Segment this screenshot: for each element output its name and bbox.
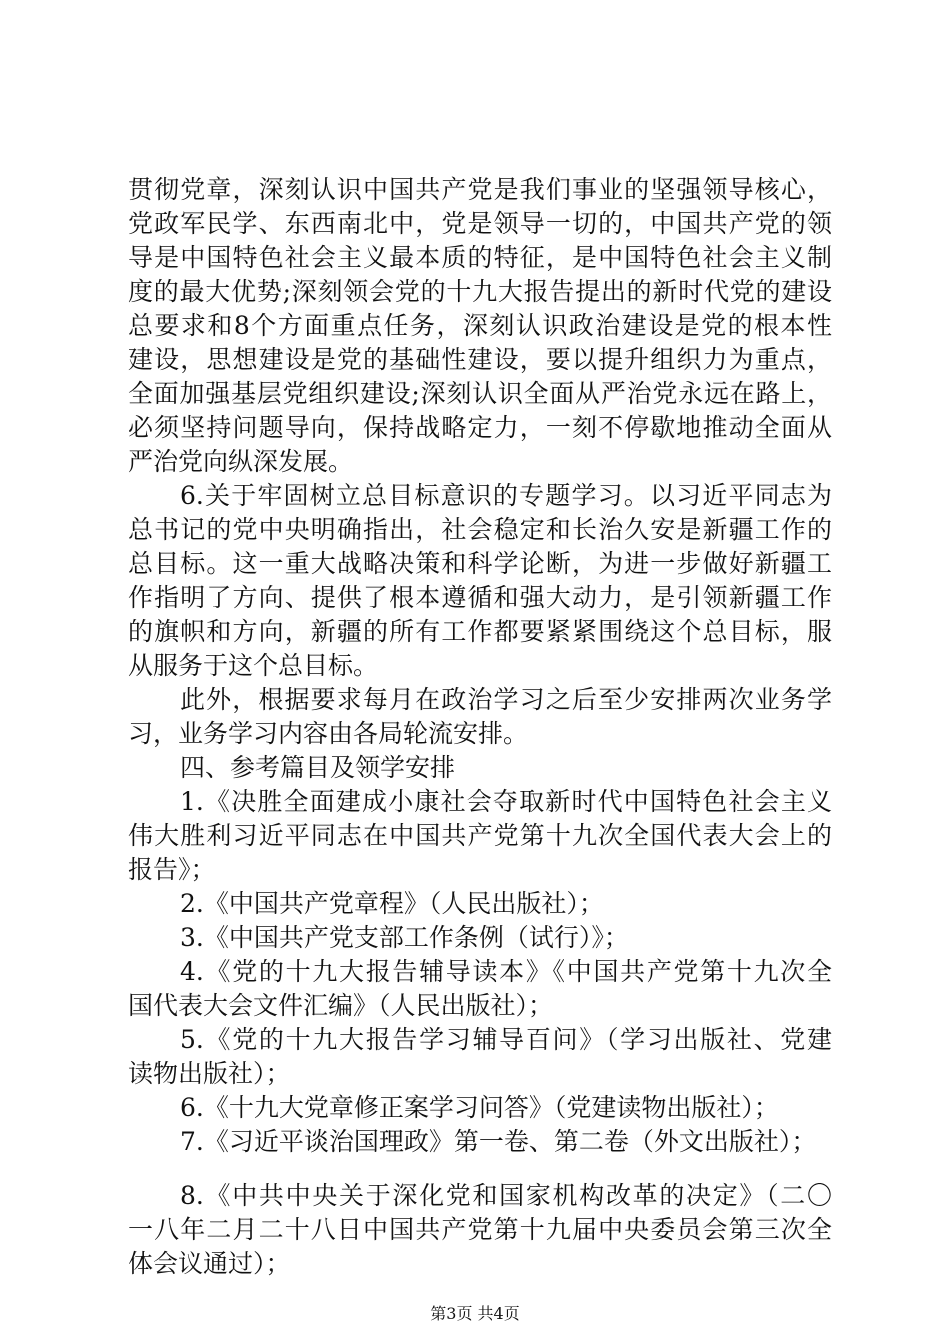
body-line: 度的最大优势;深刻领会党的十九大报告提出的新时代党的建设 bbox=[128, 277, 832, 306]
body-line: 的旗帜和方向，新疆的所有工作都要紧紧围绕这个总目标，服 bbox=[128, 617, 832, 646]
reference-line: 体会议通过）； bbox=[128, 1249, 291, 1278]
reference-line: 读物出版社）； bbox=[128, 1059, 291, 1088]
reference-line: 伟大胜利习近平同志在中国共产党第十九次全国代表大会上的 bbox=[128, 821, 832, 850]
reference-line: 7.《习近平谈治国理政》第一卷、第二卷（外文出版社）； bbox=[180, 1127, 817, 1156]
body-line: 总要求和8个方面重点任务，深刻认识政治建设是党的根本性 bbox=[128, 311, 832, 340]
reference-line: 5.《党的十九大报告学习辅导百问》（学习出版社、党建 bbox=[180, 1025, 832, 1054]
reference-line: 报告》； bbox=[128, 855, 216, 884]
body-line: 党政军民学、东西南北中，党是领导一切的，中国共产党的领 bbox=[128, 209, 832, 238]
reference-line: 2.《中国共产党章程》（人民出版社）； bbox=[180, 889, 604, 918]
body-line: 全面加强基层党组织建设;深刻认识全面从严治党永远在路上， bbox=[128, 379, 832, 408]
reference-line: 8.《中共中央关于深化党和国家机构改革的决定》（二〇 bbox=[180, 1181, 832, 1210]
body-line: 总目标。这一重大战略决策和科学论断，为进一步做好新疆工 bbox=[128, 549, 832, 578]
reference-line: 4.《党的十九大报告辅导读本》《中国共产党第十九次全 bbox=[180, 957, 832, 986]
body-line: 严治党向纵深发展。 bbox=[128, 447, 354, 476]
body-line: 习，业务学习内容由各局轮流安排。 bbox=[128, 719, 529, 748]
body-line: 总书记的党中央明确指出，社会稳定和长治久安是新疆工作的 bbox=[128, 515, 832, 544]
body-line: 作指明了方向、提供了根本遵循和强大动力，是引领新疆工作 bbox=[128, 583, 832, 612]
reference-line: 一八年二月二十八日中国共产党第十九届中央委员会第三次全 bbox=[128, 1215, 832, 1244]
section-heading: 四、参考篇目及领学安排 bbox=[180, 753, 456, 782]
body-line: 从服务于这个总目标。 bbox=[128, 651, 379, 680]
reference-line: 6.《十九大党章修正案学习问答》（党建读物出版社）； bbox=[180, 1093, 779, 1122]
page-footer: 第3页 共4页 bbox=[430, 1304, 520, 1323]
reference-line: 1.《决胜全面建成小康社会夺取新时代中国特色社会主义 bbox=[180, 787, 832, 816]
body-line: 建设，思想建设是党的基础性建设，要以提升组织力为重点， bbox=[128, 345, 832, 374]
body-line: 6.关于牢固树立总目标意识的专题学习。以习近平同志为 bbox=[180, 481, 832, 510]
reference-line: 3.《中国共产党支部工作条例（试行）》； bbox=[180, 923, 629, 952]
body-line: 必须坚持问题导向，保持战略定力，一刻不停歇地推动全面从 bbox=[128, 413, 832, 442]
reference-line: 国代表大会文件汇编》（人民出版社）； bbox=[128, 991, 554, 1020]
body-line: 导是中国特色社会主义最本质的特征，是中国特色社会主义制 bbox=[128, 243, 832, 272]
body-line: 贯彻党章，深刻认识中国共产党是我们事业的坚强领导核心， bbox=[128, 175, 832, 204]
body-line: 此外，根据要求每月在政治学习之后至少安排两次业务学 bbox=[180, 685, 832, 714]
